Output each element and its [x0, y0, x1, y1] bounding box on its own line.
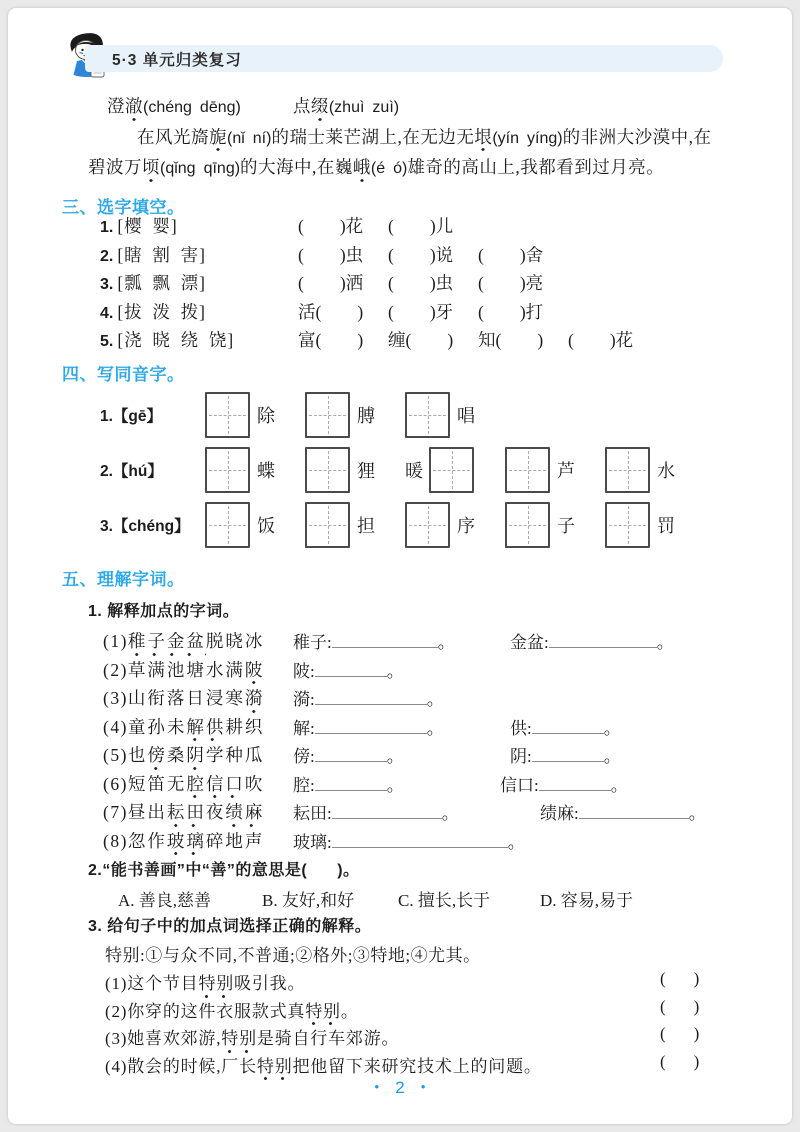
sentence-row — [105, 996, 700, 1024]
item-character: 饭 — [257, 516, 275, 536]
dotted-word: 顷 — [142, 157, 160, 182]
dotted-word: 缀 — [311, 96, 329, 121]
poem-phrase — [128, 831, 265, 856]
homophone-row — [100, 501, 705, 549]
item-number: 2. — [100, 247, 114, 265]
item-character: 膊 — [357, 406, 375, 426]
poem-phrase — [128, 631, 265, 656]
page-dot-left: ● — [374, 1082, 380, 1091]
q2-number: 2. — [88, 862, 103, 879]
paren-blank[interactable]: 富( ) — [298, 330, 364, 350]
text-segment: (chéng dēng) — [143, 99, 241, 116]
text-segment: 童孙未 — [127, 716, 187, 737]
text-segment: 是骑自行车郊游。 — [256, 1029, 400, 1048]
explain-word-row — [103, 742, 621, 770]
text-segment: 草满池塘水满 — [127, 659, 245, 680]
text-segment: (zhuì zuì) — [328, 99, 400, 116]
sentence-row — [105, 1051, 700, 1079]
answer-label: 陂: — [293, 661, 315, 681]
dotted-word: 旎 — [209, 127, 227, 152]
q1-title: 1. 解释加点的字词。 — [88, 603, 240, 620]
sentence-row — [105, 969, 700, 996]
unit-title: 5·3 单元归类复习 — [112, 51, 242, 69]
character-box[interactable] — [429, 447, 474, 493]
section3-heading: 三、选字填空。 — [62, 198, 185, 217]
unit-header-bar — [85, 45, 723, 72]
answer-field: 漪: 。 — [293, 690, 444, 709]
item-character: 暖 — [405, 461, 423, 481]
sentence-text — [127, 1057, 541, 1081]
paren-blank[interactable]: ( )牙 — [388, 301, 454, 322]
text-segment: 散会的时候,厂长 — [127, 1056, 257, 1076]
explain-word-row — [103, 799, 706, 827]
text-segment: (nǐ ní) — [227, 129, 272, 147]
pinyin-label: 2.【hú】 — [100, 463, 163, 480]
homophone-item — [305, 502, 405, 548]
text-segment: 这个节目 — [127, 974, 199, 993]
character-box[interactable] — [205, 502, 250, 548]
item-number: (2) — [105, 1001, 128, 1021]
item-character: 序 — [457, 516, 475, 536]
fill-slots — [298, 299, 568, 324]
text-segment: 山衔落日浸寒 — [127, 688, 245, 708]
sentence-row — [105, 1024, 700, 1051]
text-segment: 把他留下来研究技术上的问题。 — [292, 1056, 542, 1076]
text-segment: 也 — [127, 745, 148, 765]
answer-label: 绩麻: — [540, 804, 579, 823]
fill-slots — [298, 242, 568, 267]
text-segment: (qǐng qīng) — [160, 160, 241, 178]
text-segment: 忽作 — [127, 830, 167, 851]
sentence-text — [127, 974, 305, 998]
item-character: 蝶 — [257, 461, 275, 481]
homophone-item — [305, 447, 405, 493]
character-box[interactable] — [605, 447, 650, 493]
answer-blank[interactable] — [315, 759, 387, 762]
item-number: (3) — [105, 1029, 128, 1048]
answer-bracket[interactable]: ( ) — [660, 1051, 700, 1071]
dotted-word: 玻璃 — [167, 831, 206, 856]
character-options: [瞎 割 害] — [117, 244, 206, 265]
q3-question: 给句子中的加点词选择正确的解释。 — [107, 918, 372, 935]
text-segment: 的瑞士莱芒湖上,在无边无 — [271, 126, 475, 147]
item-character: 芦 — [557, 461, 575, 481]
character-box[interactable] — [405, 502, 450, 548]
character-box[interactable] — [405, 392, 450, 438]
choice-option[interactable]: B. 友好,和好 — [262, 891, 355, 910]
item-character: 狸 — [357, 461, 375, 481]
dotted-word: 绩麻 — [225, 802, 264, 827]
item-character: 唱 — [457, 406, 475, 426]
answer-label: 漪: — [293, 690, 315, 709]
paren-blank[interactable]: ( )花 — [568, 330, 634, 350]
answer-field: 腔: 。 — [293, 775, 404, 795]
paren-blank[interactable]: 知( ) — [478, 330, 544, 350]
pinyin-line-3 — [88, 153, 736, 184]
poem-phrase — [128, 802, 265, 827]
explain-word-row — [103, 714, 621, 742]
text-segment: 夜 — [205, 802, 226, 822]
item-number: (7) — [103, 802, 128, 822]
answer-field: 解: 。 — [293, 718, 444, 738]
fill-slots — [298, 327, 658, 352]
character-box[interactable] — [605, 502, 650, 548]
character-box[interactable] — [505, 447, 550, 493]
dotted-word: 特别 — [221, 1029, 257, 1053]
answer-blank[interactable] — [332, 645, 438, 648]
homophone-item — [405, 392, 505, 438]
paren-blank[interactable]: ( )虫 — [388, 273, 454, 293]
homophone-item — [305, 392, 405, 438]
poem-phrase — [128, 745, 265, 770]
choice-option[interactable]: D. 容易,易于 — [540, 891, 634, 910]
answer-blank[interactable] — [315, 702, 427, 705]
answer-blank[interactable] — [532, 759, 604, 762]
pinyin-exercise-paragraph — [88, 92, 736, 184]
answer-field: 傍: 。 — [293, 747, 404, 766]
sentence-text — [127, 1029, 399, 1053]
answer-label: 解: — [293, 718, 315, 738]
dotted-word: 信口 — [206, 774, 245, 799]
explain-word-row — [103, 657, 404, 685]
paren-blank[interactable]: 缠( ) — [388, 330, 454, 350]
q3-definitions: 特别:①与众不同,不普通;②格外;③特地;④尤其。 — [105, 946, 481, 965]
dotted-word: 峨 — [353, 157, 371, 182]
paren-blank[interactable]: ( )花 — [298, 216, 364, 236]
worksheet-page — [8, 8, 792, 1124]
pinyin-label: 3.【chéng】 — [100, 518, 190, 535]
answer-label: 阴: — [510, 747, 532, 766]
poem-phrase — [128, 774, 265, 799]
dotted-word: 阴 — [186, 745, 206, 770]
answer-blank[interactable] — [315, 788, 387, 791]
answer-field: 信口: 。 — [500, 775, 628, 795]
paren-blank[interactable]: ( )亮 — [478, 273, 544, 293]
homophone-item — [605, 502, 705, 548]
text-segment: 你穿的这件衣服款式真 — [127, 1001, 306, 1021]
answer-field: 耘田: 。 — [293, 804, 459, 823]
homophone-item — [405, 447, 505, 493]
text-segment: 学种瓜 — [205, 745, 265, 765]
text-segment: 的大海中,在巍 — [240, 157, 353, 178]
homophone-item — [505, 502, 605, 548]
poem-phrase — [128, 717, 265, 742]
text-segment: 碧波万 — [88, 157, 142, 178]
answer-label: 腔: — [293, 775, 315, 795]
answer-bracket[interactable]: ( ) — [660, 969, 700, 988]
item-number: (6) — [103, 773, 128, 794]
answer-label: 信口: — [500, 775, 539, 795]
paren-blank[interactable]: ( )打 — [478, 301, 544, 322]
homophone-row — [100, 446, 705, 494]
item-character: 子 — [557, 516, 575, 536]
poem-phrase — [128, 688, 265, 713]
homophone-item — [505, 447, 605, 493]
q2-question — [102, 862, 359, 879]
q2-title — [88, 857, 360, 880]
fill-slots — [298, 213, 478, 238]
answer-blank[interactable] — [315, 674, 387, 677]
choose-character-row — [100, 327, 634, 355]
text-segment: 吸引我。 — [234, 974, 306, 993]
answer-label: 供: — [510, 718, 532, 738]
dotted-word: 垠 — [474, 127, 492, 152]
dotted-word: 陂 — [245, 660, 265, 685]
character-box[interactable] — [205, 447, 250, 493]
item-number: 3. — [100, 276, 114, 293]
pinyin-label: 1.【gē】 — [100, 408, 163, 425]
choose-character-row — [100, 242, 544, 270]
dotted-word: 腔 — [186, 774, 206, 799]
item-number: (2) — [103, 659, 128, 680]
pinyin-line-1 — [107, 92, 736, 123]
dotted-word: 澈 — [125, 96, 143, 121]
text-segment: )。 — [337, 862, 360, 879]
dotted-word: 耘田 — [167, 802, 206, 827]
character-box[interactable] — [205, 392, 250, 438]
answer-blank[interactable] — [332, 845, 508, 848]
dotted-word: 解供 — [186, 717, 225, 742]
text-segment: 雄奇的高山上,我都看到过月亮。 — [407, 157, 665, 178]
dotted-word: 特别 — [305, 1002, 341, 1026]
dotted-word: 特别 — [198, 974, 234, 998]
choose-character-row — [100, 213, 454, 241]
item-number: 1. — [100, 219, 114, 236]
page-number: ● 2 ● — [374, 1078, 426, 1097]
homophone-item — [205, 392, 305, 438]
dotted-word: 漪 — [245, 688, 265, 713]
answer-bracket[interactable]: ( ) — [660, 996, 700, 1016]
item-character: 除 — [257, 406, 275, 426]
answer-blank[interactable] — [332, 816, 442, 819]
answer-label: 稚子: — [293, 633, 332, 652]
homophone-item — [205, 502, 305, 548]
choice-option[interactable]: C. 擅长,长于 — [398, 891, 491, 910]
answer-blank[interactable] — [539, 788, 611, 791]
explain-word-row — [103, 771, 628, 799]
item-number: (3) — [103, 688, 128, 708]
item-number: (1) — [105, 974, 128, 993]
character-options: [拔 泼 拨] — [117, 301, 206, 322]
section5-heading: 五、理解字词。 — [62, 570, 185, 589]
answer-field: 阴: 。 — [510, 747, 621, 766]
answer-blank[interactable] — [315, 731, 427, 734]
homophone-item — [405, 502, 505, 548]
character-options: [樱 婴] — [117, 216, 178, 236]
text-segment: (yín yíng) — [492, 129, 563, 147]
text-segment: 昼出 — [127, 802, 167, 822]
explain-word-row — [103, 828, 525, 856]
paren-blank[interactable]: ( )舍 — [478, 244, 544, 265]
paren-blank[interactable]: ( )洒 — [298, 273, 364, 293]
paren-blank[interactable]: ( )说 — [388, 244, 454, 265]
item-number: (1) — [103, 631, 128, 651]
text-segment: 在风光旖 — [137, 126, 209, 147]
text-segment: 短笛无 — [127, 773, 187, 794]
text-segment: 的非洲大沙漠中,在 — [562, 126, 712, 147]
answer-label: 傍: — [293, 747, 315, 766]
explain-word-row — [103, 685, 444, 713]
answer-blank[interactable] — [549, 645, 657, 648]
answer-blank[interactable] — [579, 816, 689, 819]
poem-phrase — [128, 660, 265, 685]
item-number: 4. — [100, 304, 114, 322]
answer-field: 供: 。 — [510, 718, 621, 738]
choose-character-row — [100, 299, 544, 327]
section4-heading: 四、写同音字。 — [62, 365, 185, 384]
character-box[interactable] — [305, 502, 350, 548]
answer-field: 玻璃: 。 — [293, 832, 525, 852]
item-character: 担 — [357, 516, 375, 536]
text-segment: 澄 — [107, 96, 125, 116]
choice-option[interactable]: A. 善良,慈善 — [118, 891, 212, 910]
text-segment: 碎地声 — [205, 830, 265, 851]
q3-number: 3. — [88, 918, 103, 935]
item-number: (5) — [103, 745, 128, 765]
dotted-word: 稚子金盆 — [128, 631, 206, 656]
answer-label: 耘田: — [293, 804, 332, 823]
answer-field: 陂: 。 — [293, 661, 404, 681]
answer-label: 玻璃: — [293, 832, 332, 852]
character-box[interactable] — [505, 502, 550, 548]
answer-blank[interactable] — [532, 731, 604, 734]
homophone-item — [605, 447, 705, 493]
item-character: 罚 — [657, 516, 675, 536]
answer-label: 金盆: — [510, 633, 549, 652]
item-number: 5. — [100, 333, 114, 350]
page-dot-right: ● — [420, 1082, 426, 1091]
character-options: [瓢 飘 漂] — [117, 273, 206, 293]
text-segment: “能书善画”中“善”的意思是( — [102, 862, 308, 879]
text-segment: 点 — [292, 96, 311, 116]
fill-slots — [298, 270, 568, 295]
answer-field: 绩麻: 。 — [540, 804, 706, 823]
explain-word-row — [103, 628, 674, 656]
text-segment: 脱晓冰 — [205, 631, 265, 651]
dotted-word: 傍 — [147, 745, 167, 770]
pinyin-line-2 — [137, 123, 736, 154]
item-number: (4) — [105, 1056, 128, 1076]
dotted-word: 特别 — [257, 1057, 293, 1081]
homophone-item — [205, 447, 305, 493]
item-character: 水 — [657, 461, 675, 481]
answer-bracket[interactable]: ( ) — [660, 1024, 700, 1043]
character-box[interactable] — [305, 392, 350, 438]
character-options: [浇 晓 绕 饶] — [117, 330, 235, 350]
q3-title — [88, 913, 371, 936]
text-segment: (é ó) — [370, 160, 408, 178]
text-segment: 。 — [340, 1001, 359, 1021]
paren-blank[interactable]: 活( ) — [298, 301, 364, 322]
item-number: (8) — [103, 830, 128, 851]
q2-choices — [118, 886, 633, 911]
choose-character-row — [100, 270, 544, 298]
text-segment: 耕织 — [225, 716, 265, 737]
item-number: (4) — [103, 716, 128, 737]
answer-field: 金盆: 。 — [510, 633, 674, 652]
text-segment: 她喜欢郊游, — [127, 1029, 222, 1048]
paren-blank[interactable]: ( )虫 — [298, 244, 364, 265]
text-segment: 吹 — [244, 773, 265, 794]
homophone-row — [100, 391, 505, 439]
text-segment: 桑 — [166, 745, 187, 765]
paren-blank[interactable]: ( )儿 — [388, 216, 454, 236]
sentence-text — [127, 1002, 358, 1026]
character-box[interactable] — [305, 447, 350, 493]
answer-field: 稚子: 。 — [293, 633, 455, 652]
